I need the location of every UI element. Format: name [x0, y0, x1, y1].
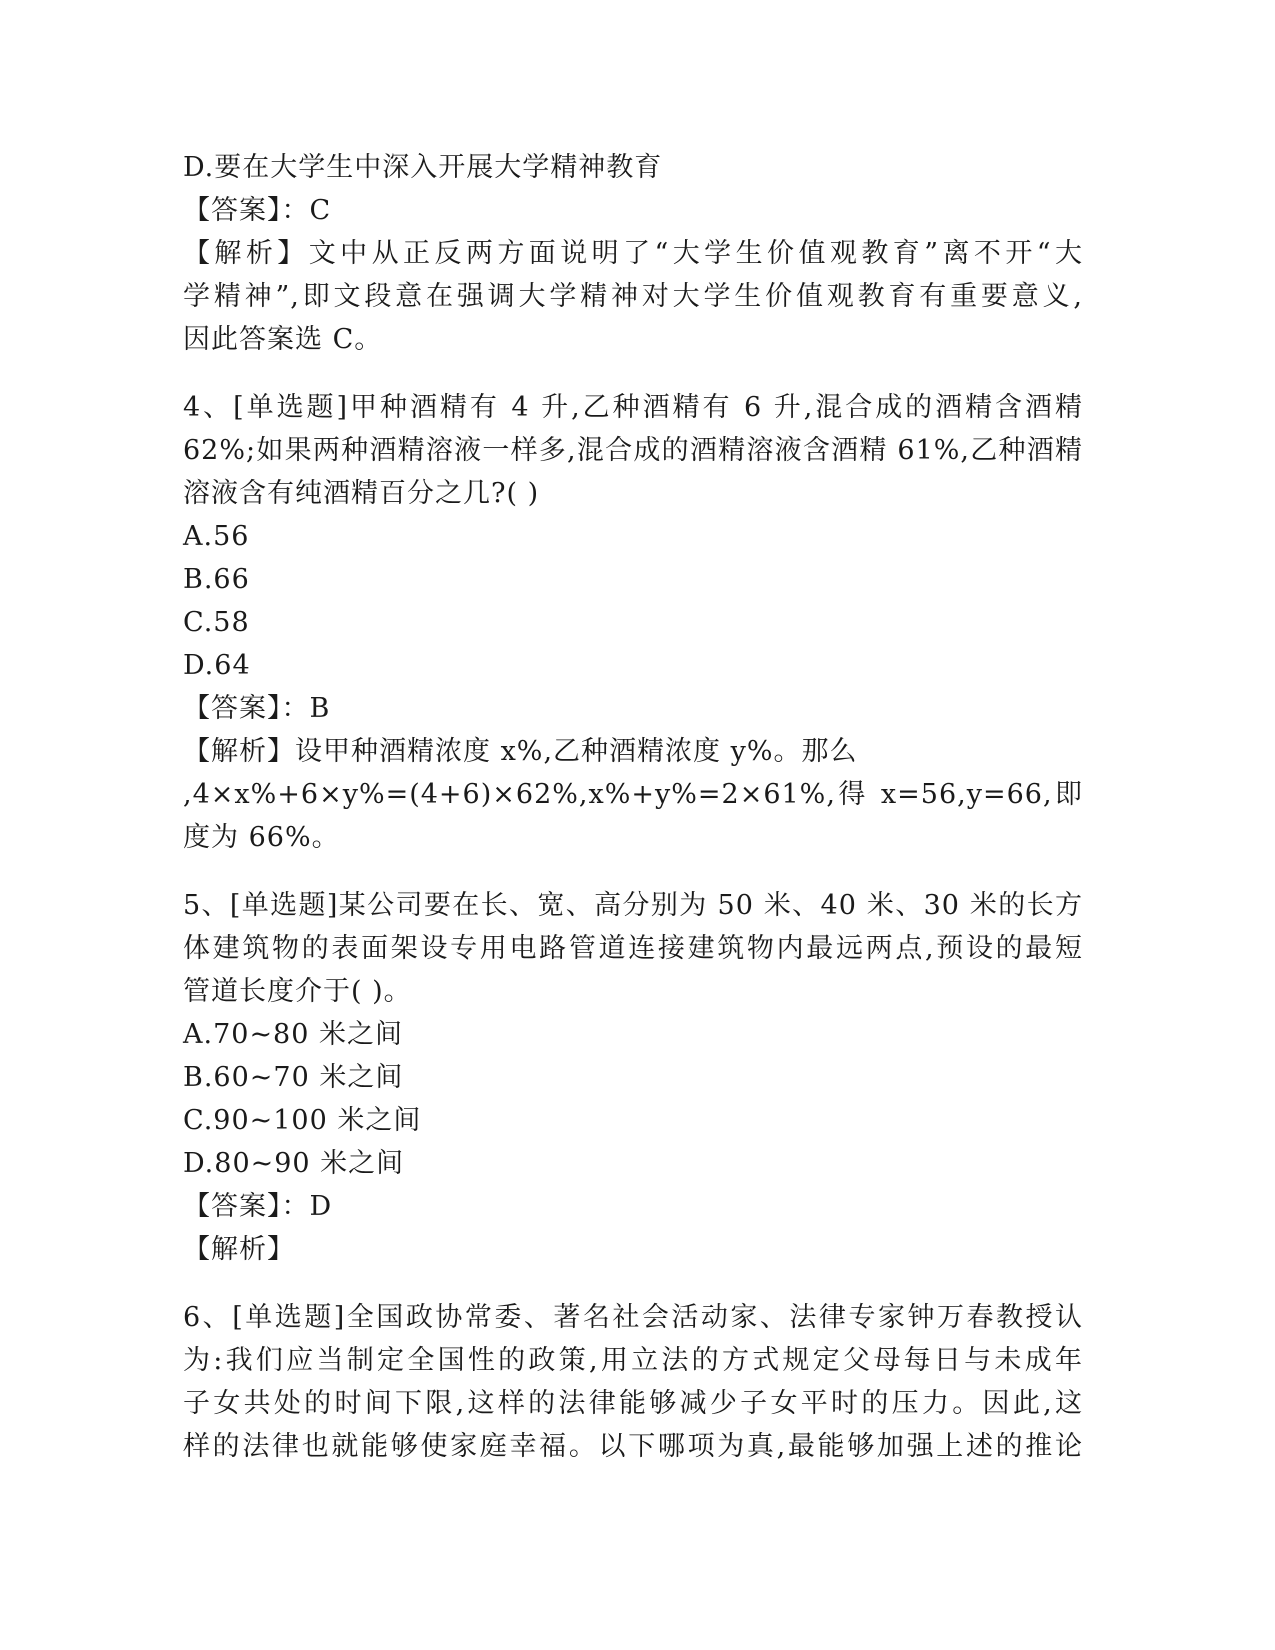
explanation-line: 因此答案选 C。: [183, 324, 383, 355]
spacer: [183, 361, 1083, 386]
document-page: [183, 146, 1083, 1468]
answer-line: 【答案】：B: [183, 693, 331, 724]
question-stem: 6、[单选题]全国政协常委、著名社会活动家、法律专家钟万春教授认: [183, 1302, 1083, 1333]
question-stem: 4、[单选题]甲种酒精有 4 升,乙种酒精有 6 升,混合成的酒精含酒精: [183, 392, 1083, 423]
option-a: A.70~80 米之间: [183, 1019, 403, 1050]
spacer: [183, 1271, 1083, 1296]
explanation-line: 【解析】设甲种酒精浓度 x%,乙种酒精浓度 y%。那么: [183, 736, 858, 767]
spacer: [183, 859, 1083, 884]
option-a: A.56: [183, 521, 250, 552]
question-stem: 体建筑物的表面架设专用电路管道连接建筑物内最远两点,预设的最短: [183, 933, 1083, 964]
option-c: C.58: [183, 607, 250, 638]
option-d: D.要在大学生中深入开展大学精神教育: [183, 152, 663, 183]
question-stem: 为:我们应当制定全国性的政策,用立法的方式规定父母每日与未成年: [183, 1345, 1083, 1376]
explanation-line: 【解析】文中从正反两方面说明了“大学生价值观教育”离不开“大: [183, 238, 1083, 269]
explanation-line: 度为 66%。: [183, 822, 340, 853]
question-stem: 62%;如果两种酒精溶液一样多,混合成的酒精溶液含酒精 61%,乙种酒精: [183, 435, 1083, 466]
question-stem: 子女共处的时间下限,这样的法律能够减少子女平时的压力。因此,这: [183, 1388, 1083, 1419]
answer-line: 【答案】：C: [183, 195, 332, 226]
question-stem: 样的法律也就能够使家庭幸福。以下哪项为真,最能够加强上述的推论: [183, 1431, 1083, 1462]
option-d: D.80~90 米之间: [183, 1148, 405, 1179]
question-stem: 溶液含有纯酒精百分之几?( ): [183, 478, 540, 509]
question-stem: 管道长度介于( )。: [183, 976, 412, 1007]
explanation-line: 【解析】: [183, 1234, 295, 1265]
option-d: D.64: [183, 650, 251, 681]
explanation-line: 学精神”,即文段意在强调大学精神对大学生价值观教育有重要意义,: [183, 281, 1083, 312]
option-c: C.90~100 米之间: [183, 1105, 422, 1136]
explanation-line: ,4×x%+6×y%=(4+6)×62%,x%+y%=2×61%,得 x=56,y=66,即: [183, 779, 1083, 810]
option-b: B.60~70 米之间: [183, 1062, 404, 1093]
question-stem: 5、[单选题]某公司要在长、宽、高分别为 50 米、40 米、30 米的长方: [183, 890, 1083, 921]
answer-line: 【答案】：D: [183, 1191, 333, 1222]
option-b: B.66: [183, 564, 250, 595]
